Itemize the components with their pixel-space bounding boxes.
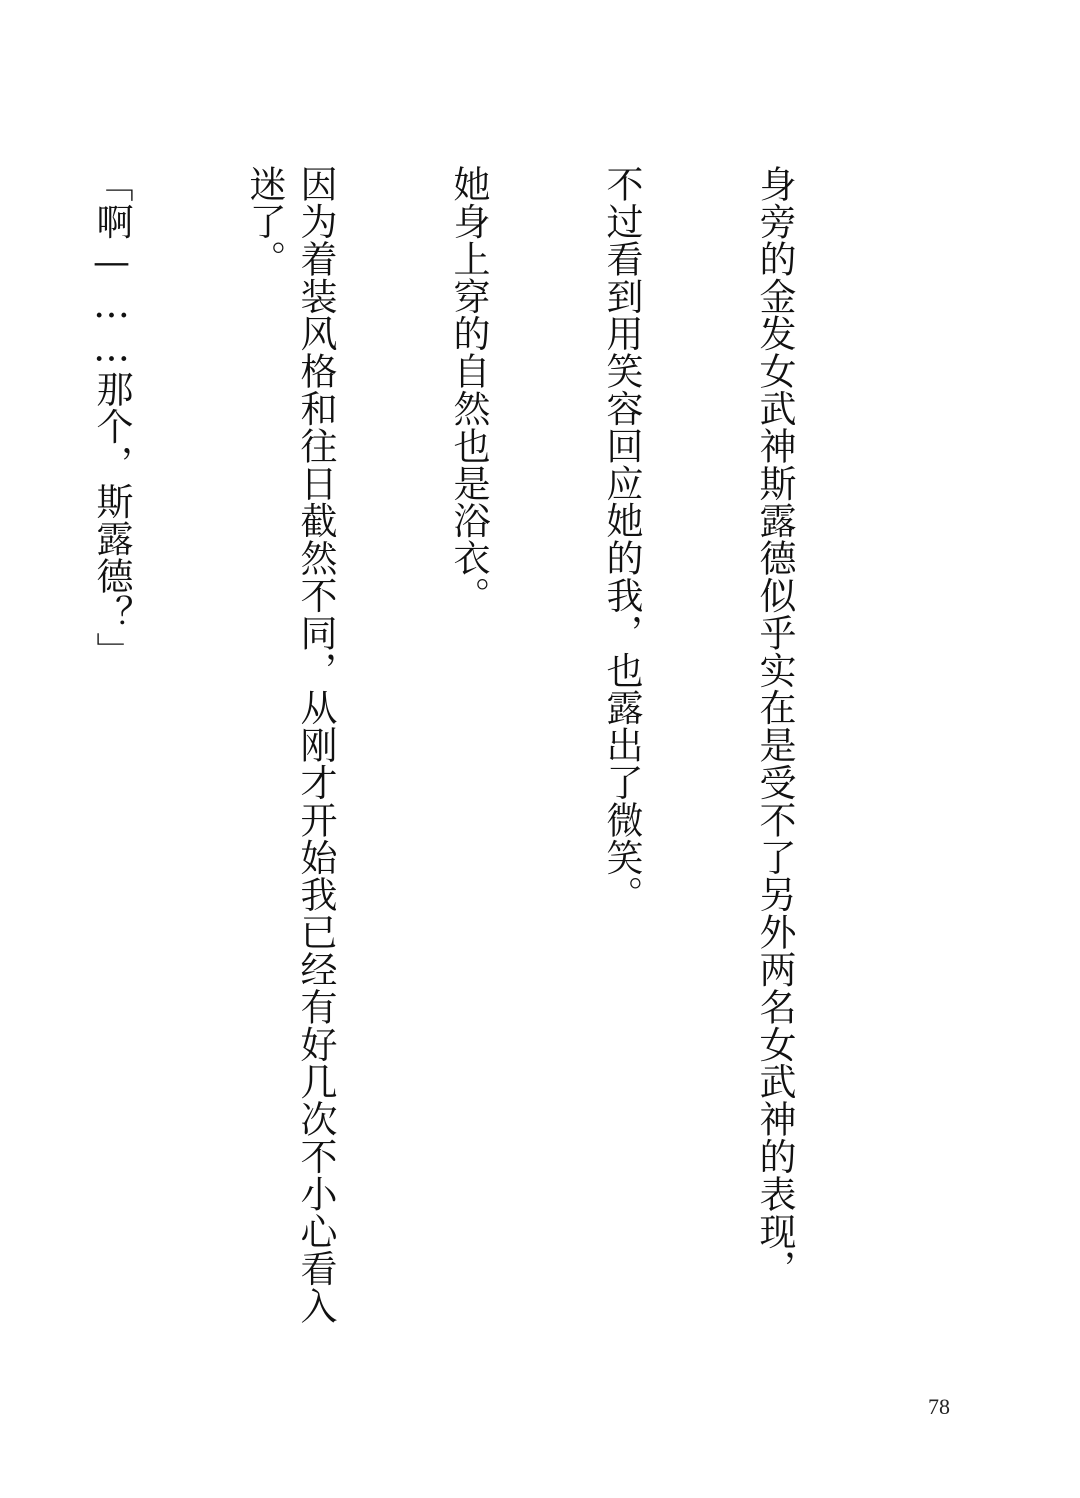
vertical-text-body: [0, 165, 902, 1345]
text-line-5: 「啊—……那个，斯露德？」: [90, 165, 133, 670]
text-line-1: 身旁的金发女武神斯露德似乎实在是受不了另外两名女武神的表现，: [753, 165, 796, 1287]
text-line-4: 因为着装风格和往日截然不同，从刚才开始我已经有好几次不小心看入迷了。: [243, 165, 337, 1325]
text-line-2: 不过看到用笑容回应她的我，也露出了微笑。: [600, 165, 643, 913]
page-number: 78: [928, 1394, 950, 1419]
text-line-3: 她身上穿的自然也是浴衣。: [447, 165, 490, 614]
